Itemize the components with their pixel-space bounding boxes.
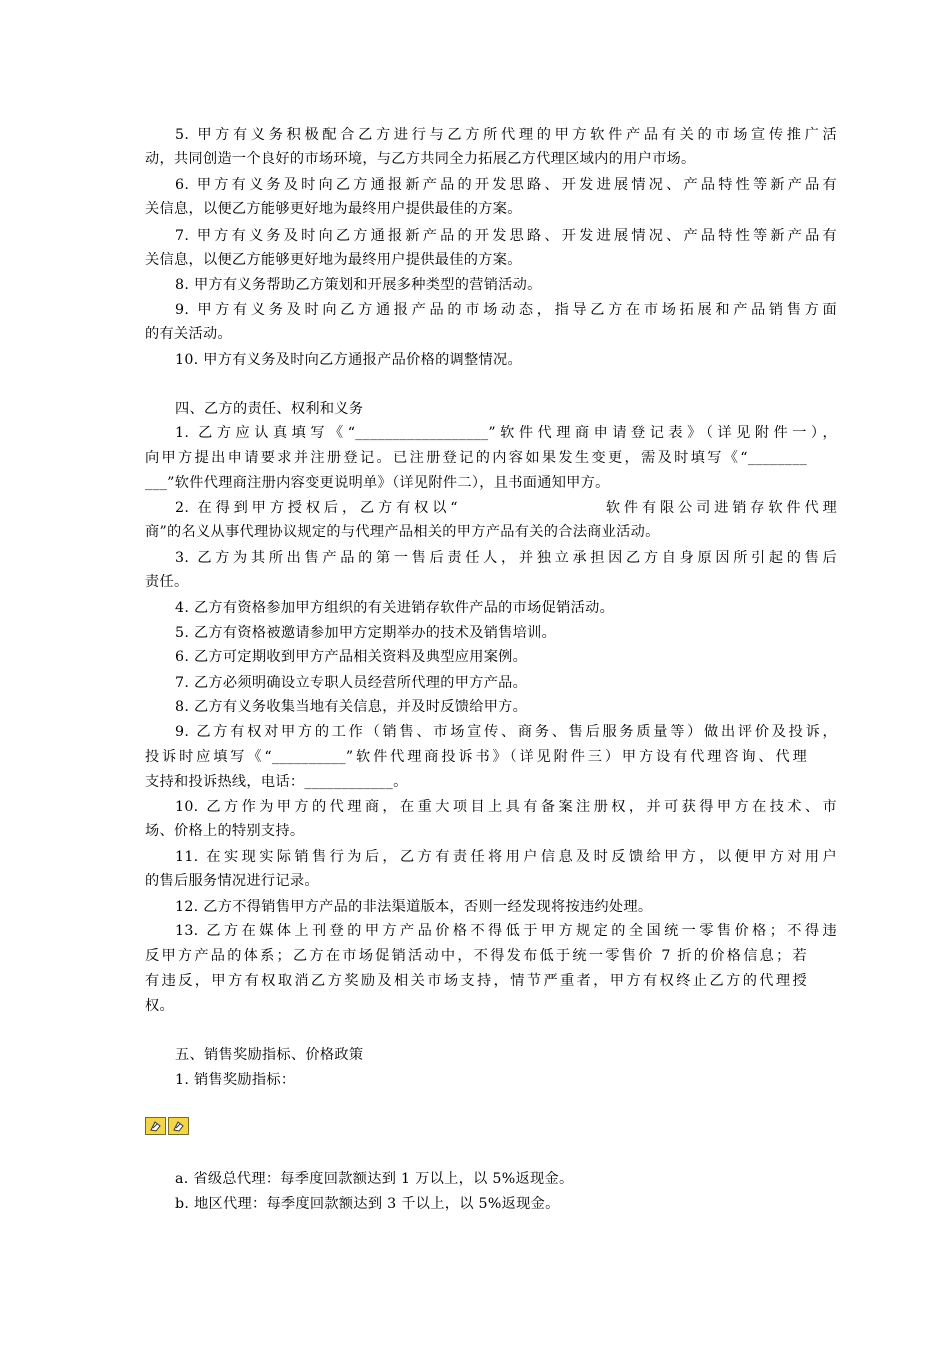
s4-item13-line1: 13. 乙方在媒体上刊登的甲方产品价格不得低于甲方规定的全国统一零售价格；不得违 <box>175 923 837 939</box>
s4-item1-line2: 向甲方提出申请要求并注册登记。已注册登记的内容如果发生变更，需及时填写《“________ <box>145 450 807 466</box>
s4-item9-line3: 支持和投诉热线，电话：____________。 <box>145 774 408 790</box>
s4-item6-line1: 6. 乙方可定期收到甲方产品相关资料及典型应用案例。 <box>175 649 528 665</box>
s4-item5-line1: 5. 乙方有资格被邀请参加甲方定期举办的技术及销售培训。 <box>175 625 557 641</box>
section4-heading: 四、乙方的责任、权利和义务 <box>175 401 364 417</box>
embedded-objects <box>145 1117 189 1135</box>
s3-item6-line2: 关信息，以便乙方能够更好地为最终用户提供最佳的方案。 <box>145 201 522 217</box>
s4-item13-line3: 有违反，甲方有权取消乙方奖励及相关市场支持，情节严重者，甲方有权终止乙方的代理授 <box>145 973 807 989</box>
s5-sub-a: a. 省级总代理：每季度回款额达到 1 万以上，以 5%返现金。 <box>175 1171 574 1187</box>
s4-item9-line2: 投诉时应填写《“__________”软件代理商投诉书》（详见附件三）甲方设有代理咨询、代理 <box>145 749 807 765</box>
s4-item10-line2: 场、价格上的特别支持。 <box>145 823 305 839</box>
embedded-object-glyph-icon <box>171 1120 186 1133</box>
s3-item5-line2: 动，共同创造一个良好的市场环境，与乙方共同全力拓展乙方代理区域内的用户市场。 <box>145 151 696 167</box>
s3-item8-line1: 8. 甲方有义务帮助乙方策划和开展多种类型的营销活动。 <box>175 277 542 293</box>
s4-item3-line1: 3. 乙方为其所出售产品的第一售后责任人，并独立承担因乙方自身原因所引起的售后 <box>175 550 837 566</box>
s4-item7-line1: 7. 乙方必须明确设立专职人员经营所代理的甲方产品。 <box>175 675 528 691</box>
embedded-object-glyph-icon <box>148 1120 163 1133</box>
s4-item4-line1: 4. 乙方有资格参加甲方组织的有关进销存软件产品的市场促销活动。 <box>175 600 615 616</box>
s4-item12-line1: 12. 乙方不得销售甲方产品的非法渠道版本，否则一经发现将按违约处理。 <box>175 899 653 915</box>
s3-item6-line1: 6. 甲方有义务及时向乙方通报新产品的开发思路、开发进展情况、产品特性等新产品有 <box>175 177 837 193</box>
s4-item11-line1: 11. 在实现实际销售行为后，乙方有责任将用户信息及时反馈给甲方，以便甲方对用户 <box>175 849 837 865</box>
s3-item7-line2: 关信息，以便乙方能够更好地为最终用户提供最佳的方案。 <box>145 252 522 268</box>
section5-heading: 五、销售奖励指标、价格政策 <box>175 1047 364 1063</box>
s4-item11-line2: 的售后服务情况进行记录。 <box>145 873 319 889</box>
s4-item10-line1: 10. 乙方作为甲方的代理商，在重大项目上具有备案注册权，并可获得甲方在技术、市 <box>175 799 837 815</box>
s3-item10-line1: 10. 甲方有义务及时向乙方通报产品价格的调整情况。 <box>175 352 522 368</box>
s4-item13-line2: 反甲方产品的体系；乙方在市场促销活动中，不得发布低于统一零售价 7 折的价格信息；若 <box>145 948 807 964</box>
s3-item9-line2: 的有关活动。 <box>145 326 232 342</box>
s4-item1-line1: 1. 乙方应认真填写《“__________________”软件代理商申请登记表》（详见附件一）， <box>175 425 837 441</box>
s3-item7-line1: 7. 甲方有义务及时向乙方通报新产品的开发思路、开发进展情况、产品特性等新产品有 <box>175 228 837 244</box>
embedded-object-icon[interactable] <box>168 1117 189 1135</box>
s4-item1-line3: ___”软件代理商注册内容变更说明单》（详见附件二），且书面通知甲方。 <box>145 475 610 491</box>
s4-item8-line1: 8. 乙方有义务收集当地有关信息，并及时反馈给甲方。 <box>175 699 528 715</box>
s4-item2-line2: 商”的名义从事代理协议规定的与代理产品相关的甲方产品有关的合法商业活动。 <box>145 524 660 540</box>
s3-item9-line1: 9. 甲方有义务及时向乙方通报产品的市场动态，指导乙方在市场拓展和产品销售方面 <box>175 302 837 318</box>
s4-item3-line2: 责任。 <box>145 574 189 590</box>
s5-sub-b: b. 地区代理：每季度回款额达到 3 千以上，以 5%返现金。 <box>175 1196 560 1212</box>
s3-item5-line1: 5. 甲方有义务积极配合乙方进行与乙方所代理的甲方软件产品有关的市场宣传推广活 <box>175 127 837 143</box>
s5-item1: 1. 销售奖励指标： <box>175 1072 296 1088</box>
s4-item9-line1: 9. 乙方有权对甲方的工作（销售、市场宣传、商务、售后服务质量等）做出评价及投诉， <box>175 724 837 740</box>
s4-item13-line4: 权。 <box>145 998 174 1014</box>
s4-item2-line1: 2. 在得到甲方授权后，乙方有权以“ 软件有限公司进销存软件代理 <box>175 500 837 516</box>
embedded-object-icon[interactable] <box>145 1117 166 1135</box>
